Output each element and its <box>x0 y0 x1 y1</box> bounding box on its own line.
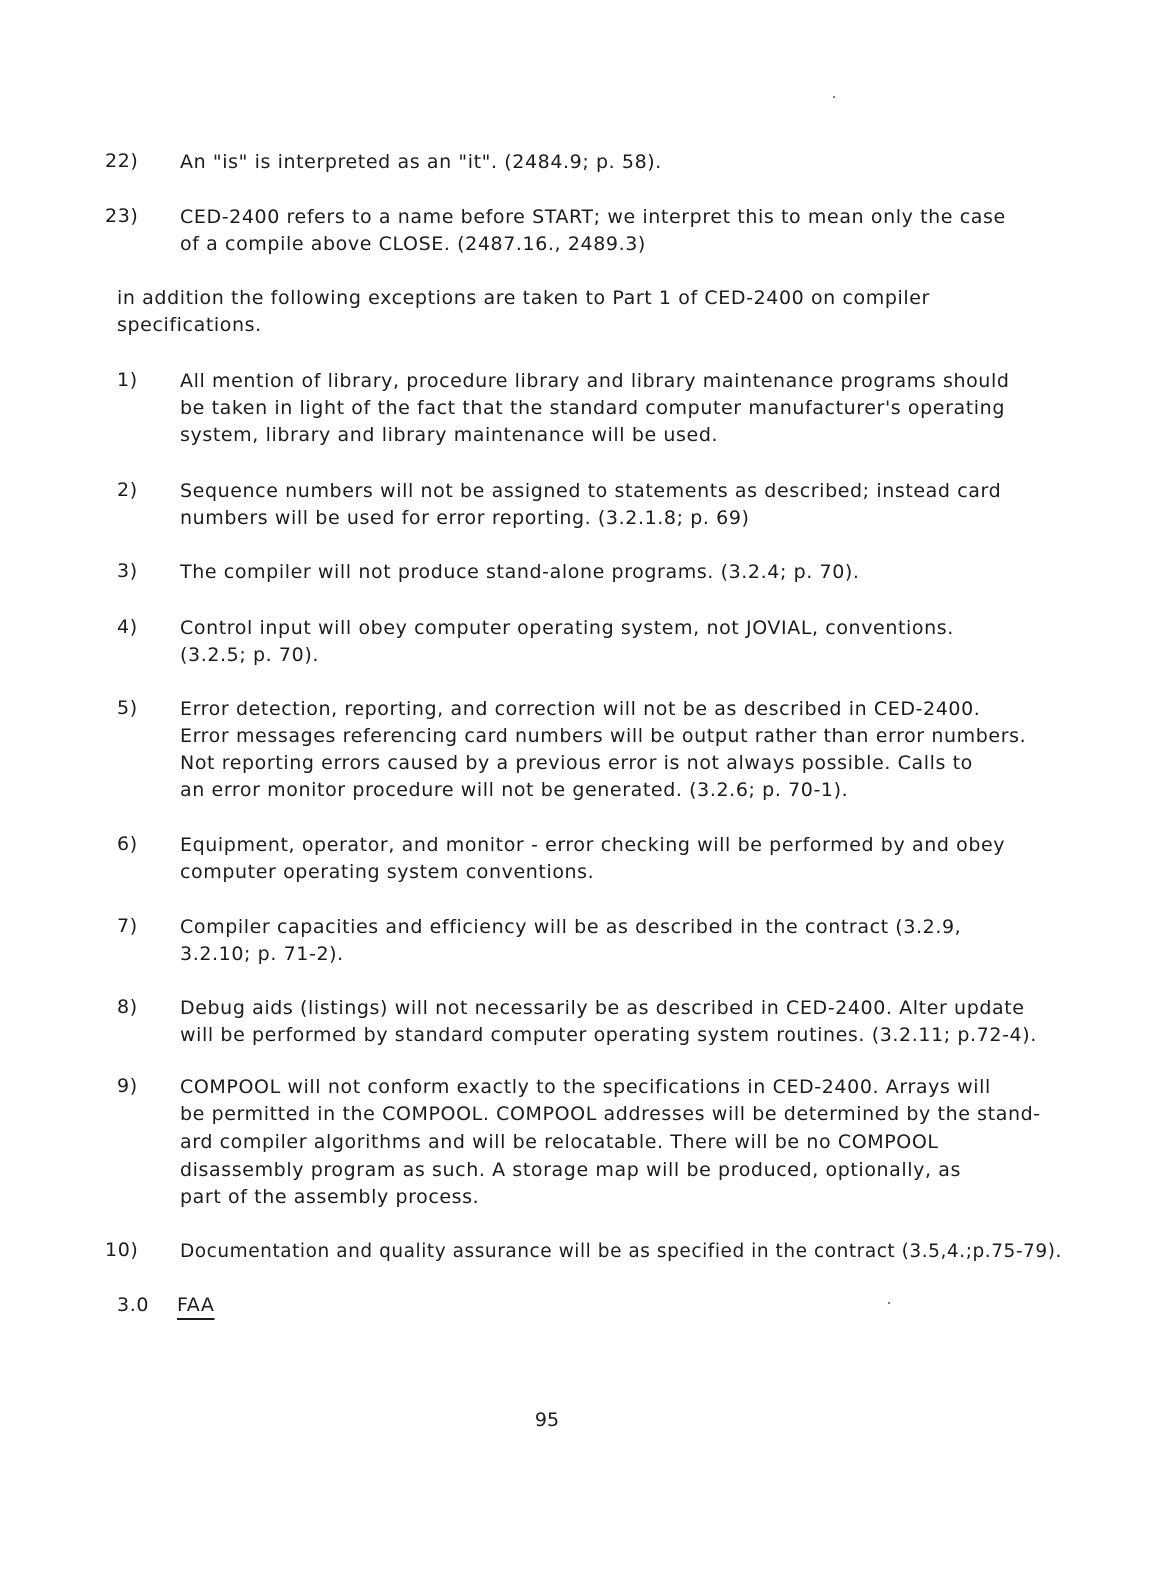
item-23-number: 23) <box>105 205 139 227</box>
scan-speck <box>888 1302 890 1304</box>
exception-2-line-1: Sequence numbers will not be assigned to statements as described; instead card <box>180 480 1002 502</box>
exception-9-line-5: part of the assembly process. <box>180 1186 480 1208</box>
exception-4-line-2: (3.2.5; p. 70). <box>180 644 319 666</box>
page-number: 95 <box>534 1409 560 1431</box>
exception-6-line-1: Equipment, operator, and monitor - error checking will be performed by and obey <box>180 834 1006 856</box>
exception-4-number: 4) <box>117 616 138 638</box>
intro-line-1: in addition the following exceptions are taken to Part 1 of CED-2400 on compiler <box>117 287 930 309</box>
exception-9-line-3: ard compiler algorithms and will be relocatable. There will be no COMPOOL <box>180 1131 939 1153</box>
section-title: FAA <box>177 1294 215 1316</box>
exception-8-line-1: Debug aids (listings) will not necessarily be as described in CED-2400. Alter update <box>180 997 1025 1019</box>
exception-6-line-2: computer operating system conventions. <box>180 861 595 883</box>
exception-1-line-1: All mention of library, procedure library and library maintenance programs should <box>180 370 1010 392</box>
exception-5-line-1: Error detection, reporting, and correction will not be as described in CED-2400. <box>180 698 981 720</box>
exception-9-line-1: COMPOOL will not conform exactly to the specifications in CED-2400. Arrays will <box>180 1076 991 1098</box>
exception-3-line-1: The compiler will not produce stand-alone programs. (3.2.4; p. 70). <box>180 561 860 583</box>
exception-5-line-4: an error monitor procedure will not be generated. (3.2.6; p. 70-1). <box>180 779 849 801</box>
exception-10-number: 10) <box>105 1239 139 1261</box>
exception-5-line-2: Error messages referencing card numbers will be output rather than error numbers. <box>180 725 1027 747</box>
exception-8-line-2: will be performed by standard computer operating system routines. (3.2.11; p.72-4). <box>180 1024 1037 1046</box>
scan-speck <box>833 96 835 98</box>
exception-1-line-3: system, library and library maintenance will be used. <box>180 424 719 446</box>
exception-4-line-1: Control input will obey computer operating system, not JOVIAL, conventions. <box>180 617 954 639</box>
exception-2-line-2: numbers will be used for error reporting. (3.2.1.8; p. 69) <box>180 507 750 529</box>
exception-9-line-4: disassembly program as such. A storage map will be produced, optionally, as <box>180 1159 962 1181</box>
exception-3-number: 3) <box>117 560 138 582</box>
exception-1-number: 1) <box>117 369 138 391</box>
item-22-number: 22) <box>105 150 139 172</box>
exception-2-number: 2) <box>117 479 138 501</box>
exception-9-line-2: be permitted in the COMPOOL. COMPOOL addresses will be determined by the stand- <box>180 1103 1041 1125</box>
item-23-line-1: CED-2400 refers to a name before START; we interpret this to mean only the case <box>180 206 1006 228</box>
exception-7-line-2: 3.2.10; p. 71-2). <box>180 943 344 965</box>
section-number: 3.0 <box>117 1294 150 1316</box>
exception-5-line-3: Not reporting errors caused by a previous error is not always possible. Calls to <box>180 752 973 774</box>
exception-1-line-2: be taken in light of the fact that the standard computer manufacturer's operating <box>180 397 1005 419</box>
exception-5-number: 5) <box>117 697 138 719</box>
exception-9-number: 9) <box>117 1075 138 1097</box>
exception-8-number: 8) <box>117 996 138 1018</box>
exception-7-number: 7) <box>117 915 138 937</box>
exception-6-number: 6) <box>117 833 138 855</box>
item-23-line-2: of a compile above CLOSE. (2487.16., 2489.3) <box>180 233 646 255</box>
intro-line-2: specifications. <box>117 314 262 336</box>
item-22-line-1: An "is" is interpreted as an "it". (2484.9; p. 58). <box>180 151 662 173</box>
exception-10-line-1: Documentation and quality assurance will be as specified in the contract (3.5,4.;p.75-79). <box>180 1241 1062 1262</box>
exception-7-line-1: Compiler capacities and efficiency will be as described in the contract (3.2.9, <box>180 916 962 938</box>
